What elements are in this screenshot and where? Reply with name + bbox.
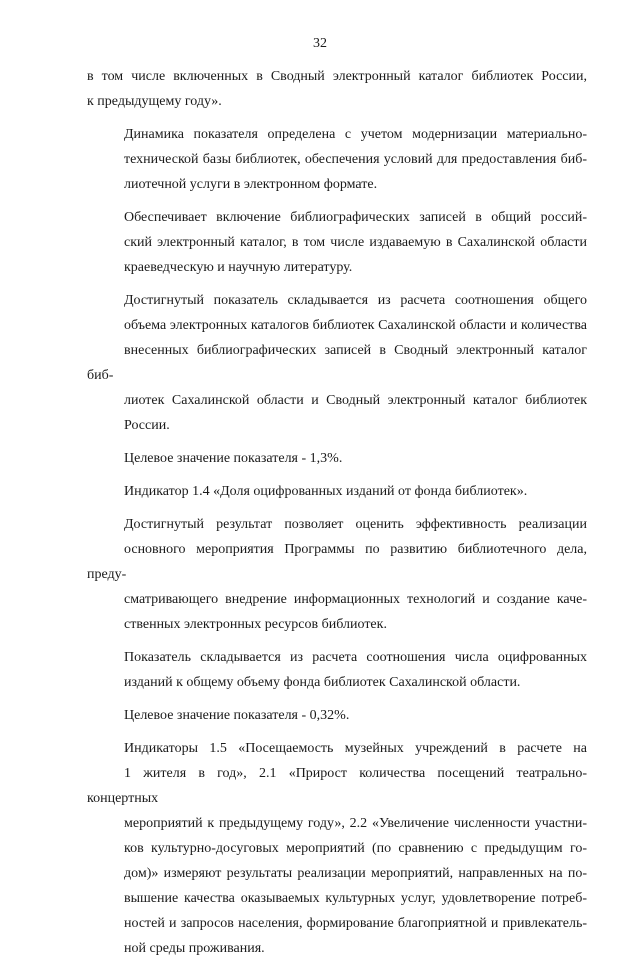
- text-line: лиотечной услуги в электронном формате.: [124, 177, 378, 192]
- text-line: технической базы библиотек, обеспечения условий для предоставления биб-: [124, 152, 587, 167]
- text-line: ков культурно-досуговых мероприятий (по сравнению с предыдущим го-: [124, 841, 587, 856]
- paragraph: [87, 479, 587, 504]
- paragraph: [87, 205, 587, 280]
- text-line: лиотек Сахалинской области и Сводный электронный каталог библиотек: [124, 393, 587, 408]
- text-line: Динамика показателя определена с учетом модернизации материально-: [124, 127, 587, 142]
- text-line: Целевое значение показателя - 0,32%.: [124, 708, 350, 723]
- text-line: ностей и запросов населения, формирование благоприятной и привлекатель-: [124, 916, 587, 931]
- paragraph: [87, 703, 587, 728]
- page-number: 32: [313, 36, 327, 51]
- text-line: изданий к общему объему фонда библиотек Сахалинской области.: [124, 675, 521, 690]
- text-line: основного мероприятия Программы по развитию библиотечного дела, преду-: [87, 542, 587, 582]
- text-line: Индикаторы 1.5 «Посещаемость музейных учреждений в расчете на: [124, 741, 587, 756]
- paragraph: [87, 512, 587, 637]
- text-line: краеведческую и научную литературу.: [124, 260, 353, 275]
- text-line: объема электронных каталогов библиотек Сахалинской области и количества: [124, 318, 587, 333]
- text-line: сматривающего внедрение информационных технологий и создание каче-: [124, 592, 587, 607]
- text-line: 1 жителя в год», 2.1 «Прирост количества посещений театрально-концертных: [87, 766, 587, 806]
- text-line: в том числе включенных в Сводный электронный каталог библиотек России,: [87, 69, 587, 84]
- text-line: дом)» измеряют результаты реализации мероприятий, направленных на по-: [124, 866, 587, 881]
- text-line: ский электронный каталог, в том числе издаваемую в Сахалинской области: [124, 235, 587, 250]
- text-line: ственных электронных ресурсов библиотек.: [124, 617, 387, 632]
- text-line: Обеспечивает включение библиографических записей в общий россий-: [124, 210, 587, 225]
- paragraph: [87, 645, 587, 695]
- text-line: Показатель складывается из расчета соотношения числа оцифрованных: [124, 650, 587, 665]
- text-line: Целевое значение показателя - 1,3%.: [124, 451, 343, 466]
- text-line: к предыдущему году».: [87, 94, 222, 109]
- paragraph: [87, 64, 587, 114]
- paragraph: [87, 288, 587, 438]
- document-body: [87, 64, 587, 969]
- text-line: Достигнутый результат позволяет оценить эффективность реализации: [124, 517, 587, 532]
- text-line: Достигнутый показатель складывается из расчета соотношения общего: [124, 293, 587, 308]
- text-line: ной среды проживания.: [124, 941, 265, 956]
- paragraph: [87, 736, 587, 961]
- text-line: мероприятий к предыдущему году», 2.2 «Увеличение численности участни-: [124, 816, 587, 831]
- paragraph: [87, 122, 587, 197]
- text-line: Индикатор 1.4 «Доля оцифрованных изданий от фонда библиотек».: [124, 484, 528, 499]
- text-line: России.: [124, 418, 170, 433]
- paragraph: [87, 446, 587, 471]
- text-line: вышение качества оказываемых культурных услуг, удовлетворение потреб-: [124, 891, 587, 906]
- text-line: внесенных библиографических записей в Сводный электронный каталог биб-: [87, 343, 587, 383]
